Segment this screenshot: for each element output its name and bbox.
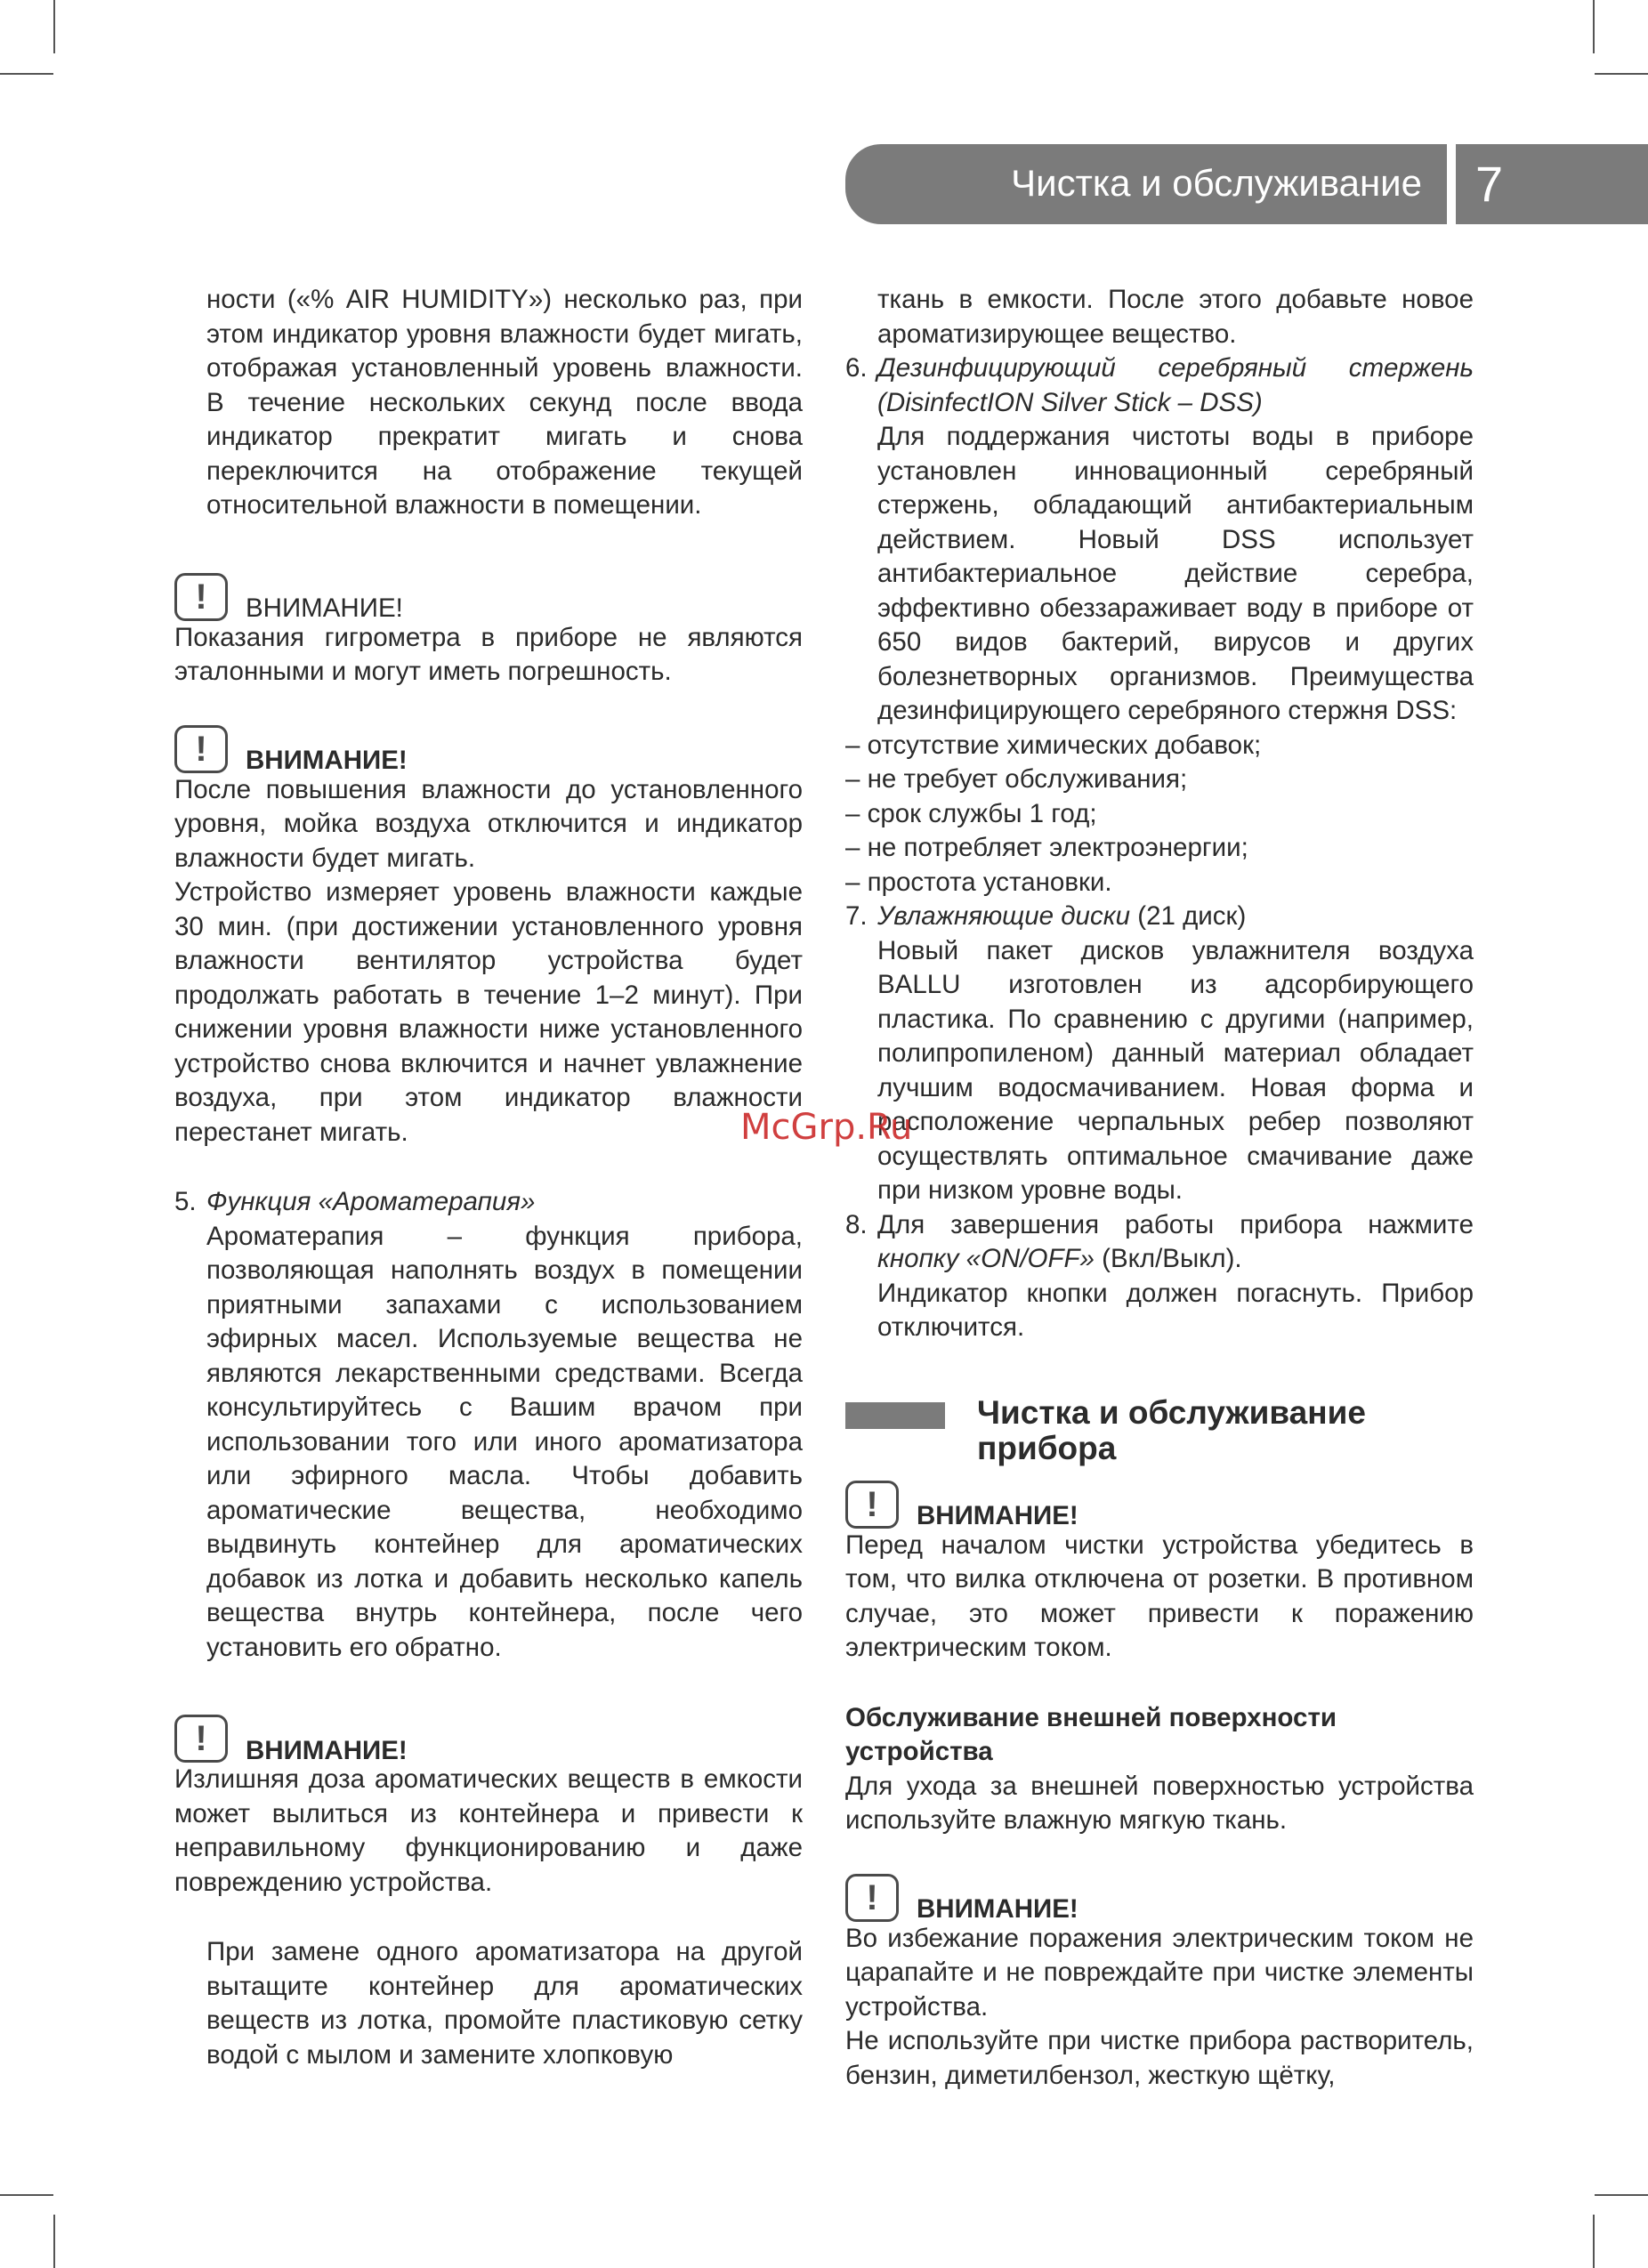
bullet-list [845,729,1474,900]
bullet-item: – срок службы 1 год; [845,798,1097,828]
warning-block [174,1715,803,1763]
warning-label: ВНИМАНИЕ! [246,593,403,623]
exclamation-icon: ! [174,1715,228,1763]
item-title: Увлажняющие диски [877,901,1131,931]
crop-mark [1595,73,1648,75]
warning-text: Устройство измеряет уровень влажности каждые 30 мин. (при достижении установленного уровня влажности вентилятор устройства будет продолжать работать в течение 1–2 минут). При снижении уровня влажности ниже установленного устройство снова включится и начнет увлажнение воздуха, при этом индикатор влажности перестанет мигать. [174,877,803,1147]
crop-mark [1593,2215,1595,2268]
list-item [174,1185,803,1665]
page-number: 7 [1475,156,1504,212]
watermark: McGrp.Ru [740,1107,913,1148]
item-text-part: Для завершения работы прибора нажмите [877,1209,1474,1239]
bullet-item: – не требует обслуживания; [845,764,1188,794]
warning-label: ВНИМАНИЕ! [917,1894,1078,1924]
warning-block [174,725,803,773]
item-title: Функция «Ароматерапия» [206,1187,536,1216]
item-number: 8. [845,1209,868,1239]
warning-block [174,573,803,621]
bullet-item: – не потребляет электроэнергии; [845,833,1248,862]
item-number: 6. [845,353,868,383]
item-text [877,1208,1474,1277]
item-text: Для поддержания чистоты воды в приборе установлен инновационный серебряный стержень, обладающий антибактериальным действием. Новый DSS использует антибактериальное действие серебра, эффективно обеззараживает воду в приборе от 650 видов бактерий, вирусов и других болезнетворных организмов. Преимущества дезинфицирующего серебряного стержня DSS: [877,422,1474,725]
warning-label: ВНИМАНИЕ! [246,1735,408,1765]
exclamation-icon: ! [845,1874,899,1922]
list-item [845,900,1474,1208]
item-number: 7. [845,901,868,931]
paragraph: ткань в емкости. После этого добавьте новое ароматизирующее вещество. [877,285,1474,349]
section-bar [845,1402,945,1429]
item-text: Новый пакет дисков увлажнителя воздуха BALLU изготовлен из адсорбирующего пластика. По сравнению с другими (например, полипропиленом) данный материал обладает лучшим водосмачиванием. Новая форма и расположение черпальных ребер позволяют осуществлять оптимальное смачивание даже при низком уровне воды. [877,935,1474,1205]
bullet-item: – простота установки. [845,867,1112,897]
crop-mark [1593,0,1595,53]
list-item [845,1208,1474,1345]
paragraph: ности («% AIR HUMIDITY») несколько раз, при этом индикатор уровня влажности будет мигать, отображая установленный уровень влажности. В течение нескольких секунд после ввода индикатор прекратит мигать и снова переключится на отображение текущей относительной влажности в помещении. [206,285,803,520]
header-tab [845,144,1447,224]
page-title: Чистка и обслуживание [1011,162,1422,204]
warning-block [845,1481,1474,1529]
page-number-box [1456,144,1648,224]
paragraph: Для ухода за внешней поверхностью устройства используйте влажную мягкую ткань. [845,1771,1474,1835]
list-item [845,351,1474,729]
warning-text: Показания гигрометра в приборе не являются эталонными и могут иметь погрешность. [174,622,803,686]
item-title-line [877,900,1474,934]
warning-text: Излишняя доза ароматических веществ в емкости может вылиться из контейнера и привести к неправильному функционированию и даже повреждению устройства. [174,1764,803,1897]
section-title: Чистка и обслуживание прибора [977,1393,1366,1466]
warning-text: Не используйте при чистке прибора растворитель, бензин, диметилбензол, жесткую щётку, [845,2026,1474,2090]
exclamation-icon: ! [174,725,228,773]
right-column [845,283,1474,2093]
section-heading [845,1395,1474,1466]
warning-text: После повышения влажности до установленного уровня, мойка воздуха отключится и индикатор влажности будет мигать. [174,774,803,873]
item-text: Индикатор кнопки должен погаснуть. Прибор отключится. [877,1278,1474,1342]
bullet-item: – отсутствие химических добавок; [845,730,1262,760]
item-number: 5. [174,1187,197,1216]
crop-mark [0,2194,53,2196]
crop-mark [0,73,53,75]
item-title-suffix: (21 диск) [1130,901,1247,931]
exclamation-icon: ! [845,1481,899,1529]
crop-mark [1595,2194,1648,2196]
item-text: Ароматерапия – функция прибора, позволяющая наполнять воздух в помещении приятными запахами с использованием эфирных масел. Используемые вещества не являются лекарственными средствами. Всегда консультируйтесь с Вашим врачом при использовании того или иного ароматизатора или эфирного масла. Чтобы добавить ароматические вещества, необходимо выдвинуть контейнер для ароматических добавок из лотка и добавить несколько капель вещества внутрь контейнера, после чего установить его обратно. [206,1221,803,1662]
warning-block [845,1874,1474,1922]
subheading: Обслуживание внешней поверхности устройства [845,1702,1337,1766]
paragraph: При замене одного ароматизатора на другой вытащите контейнер для ароматических веществ из лотка, промойте пластиковую сетку водой с мылом и замените хлопковую [206,1937,803,2070]
item-text-part: (Вкл/Выкл). [1094,1244,1242,1273]
warning-label: ВНИМАНИЕ! [246,746,408,775]
exclamation-icon: ! [174,573,228,621]
button-reference: кнопку «ON/OFF» [877,1244,1095,1273]
warning-label: ВНИМАНИЕ! [917,1501,1078,1530]
warning-text: Перед началом чистки устройства убедитесь в том, что вилка отключена от розетки. В противном случае, это может привести к поражению электрическим током. [845,1529,1474,1662]
warning-text: Во избежание поражения электрическим током не царапайте и не повреждайте при чистке элементы устройства. [845,1923,1474,2022]
left-column [174,283,803,2072]
crop-mark [53,2215,55,2268]
item-title: Дезинфицирующий серебряный стержень (DisinfectION Silver Stick – DSS) [877,353,1474,417]
crop-mark [53,0,55,53]
